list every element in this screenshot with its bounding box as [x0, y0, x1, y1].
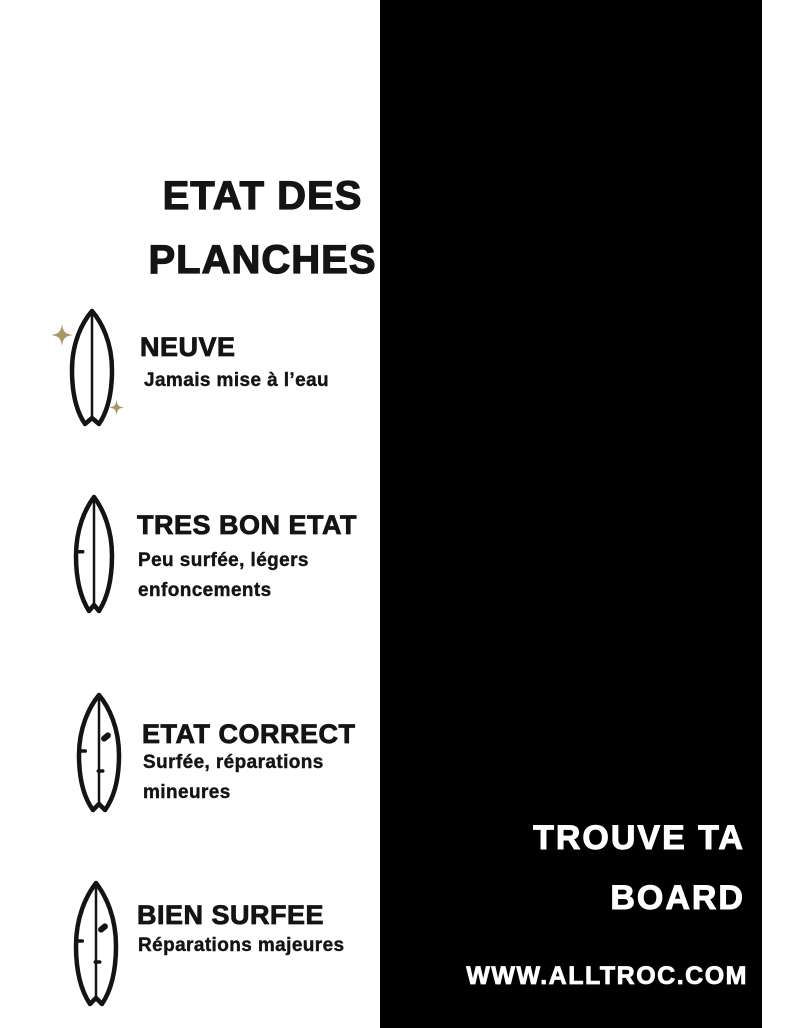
surfboard-new-sparkles-icon	[46, 306, 130, 432]
website-url: WWW.ALLTROC.COM	[466, 962, 748, 990]
panel-tagline-line-1: TROUVE TA	[533, 819, 745, 857]
repair-patch-mark	[97, 922, 109, 934]
surfboard-light-dings-icon	[72, 494, 116, 616]
section-title-etat-correct: ETAT CORRECT	[142, 719, 356, 749]
panel-tagline-line-2: BOARD	[610, 879, 745, 917]
section-desc-tres-bon-etat: Peu surfée, légers enfoncements	[138, 550, 309, 601]
repair-patch-mark	[100, 731, 112, 743]
section-desc-etat-correct: Surfée, réparations mineures	[143, 752, 324, 803]
section-desc-neuve: Jamais mise à l’eau	[144, 370, 330, 391]
ding-mark	[94, 960, 102, 964]
page-title	[110, 164, 415, 292]
surfboard-minor-repairs-icon	[74, 692, 126, 816]
surfboard-major-repairs-icon	[71, 880, 123, 1012]
ding-mark	[78, 550, 85, 554]
section-title-bien-surfee: BIEN SURFEE	[137, 900, 325, 930]
page-title-line-1: ETAT DES	[162, 174, 363, 218]
ding-mark	[79, 749, 87, 753]
ding-mark	[97, 769, 105, 773]
section-desc-bien-surfee: Réparations majeures	[138, 935, 345, 956]
page-title-line-2: PLANCHES	[148, 238, 377, 282]
section-title-tres-bon-etat: TRES BON ETAT	[137, 510, 357, 540]
panel-tagline	[425, 808, 745, 928]
ding-mark	[76, 939, 84, 943]
section-title-neuve: NEUVE	[140, 332, 236, 362]
